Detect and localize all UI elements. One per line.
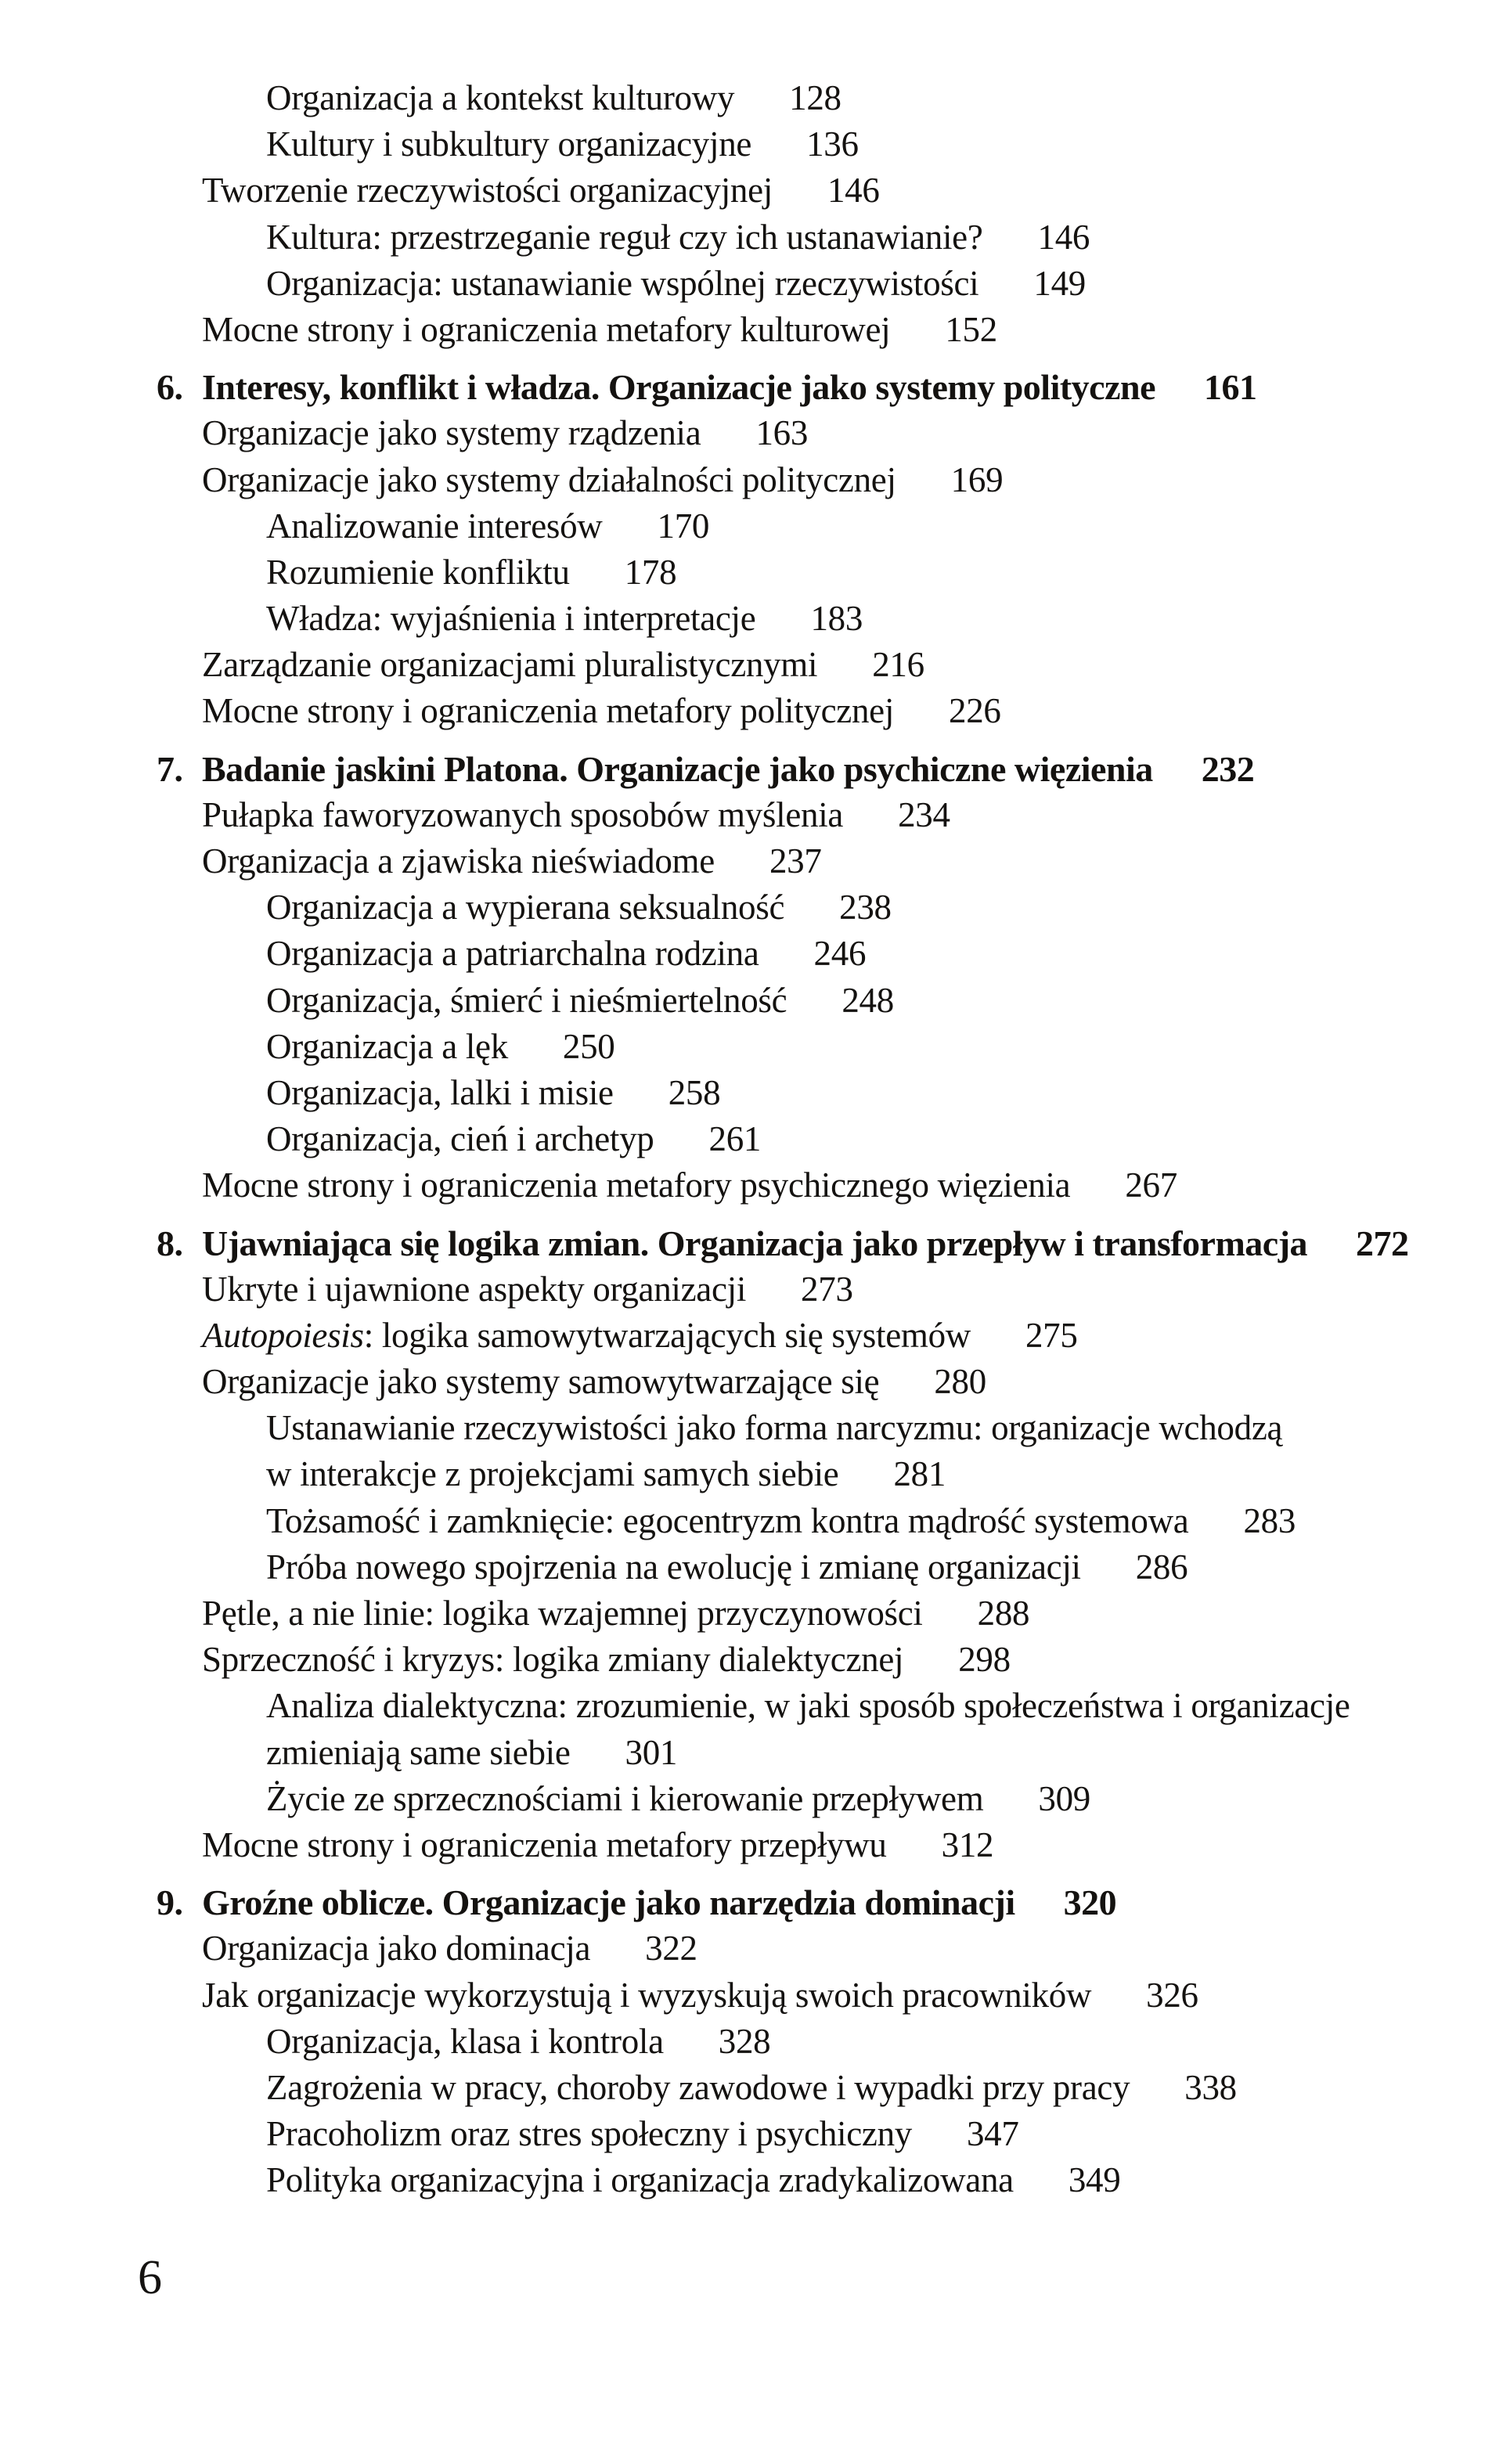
toc-item: [0, 792, 1510, 838]
toc-item-label: Jak organizacje wykorzystują i wyzyskują swoich pracowników: [202, 1975, 1092, 2015]
toc-item-label: Mocne strony i ograniczenia metafory psychicznego więzienia: [202, 1165, 1071, 1205]
table-of-contents: [0, 75, 1510, 2203]
toc-item-label: : logika samowytwarzających się systemów: [363, 1315, 971, 1355]
toc-item-label: Organizacja, klasa i kontrola: [266, 2021, 664, 2061]
toc-item: [0, 1683, 1510, 1729]
toc-item: [0, 1024, 1510, 1070]
toc-item-label: Zagrożenia w pracy, choroby zawodowe i wypadki przy pracy: [266, 2067, 1130, 2107]
toc-item: [0, 2019, 1510, 2065]
toc-item-label: Rozumienie konfliktu: [266, 552, 570, 592]
toc-item: [0, 457, 1510, 503]
toc-item-label: Mocne strony i ograniczenia metafory kulturowej: [202, 309, 891, 349]
toc-item: [0, 2065, 1510, 2111]
toc-item-label: Sprzeczność i kryzys: logika zmiany dialektycznej: [202, 1640, 904, 1680]
toc-item-label: Władza: wyjaśnienia i interpretacje: [266, 599, 756, 639]
toc-page-number: 261: [708, 1119, 762, 1159]
toc-item: [0, 978, 1510, 1024]
toc-page-number: 152: [945, 309, 997, 349]
toc-item-label: w interakcje z projekcjami samych siebie: [266, 1454, 839, 1494]
toc-page-number: 298: [958, 1640, 1011, 1680]
toc-item: [0, 1822, 1510, 1868]
toc-page-number: 328: [718, 2021, 771, 2061]
toc-page-number: 161: [1204, 367, 1257, 408]
toc-page-number: 246: [813, 934, 867, 974]
section-title: Interesy, konflikt i władza. Organizacje jako systemy polityczne: [202, 367, 1155, 408]
toc-item-label: Analizowanie interesów: [266, 506, 603, 546]
toc-item: [0, 1070, 1510, 1116]
toc-item-label: zmieniają same siebie: [266, 1732, 571, 1772]
toc-page-number: 338: [1184, 2067, 1237, 2107]
toc-item: [0, 1313, 1510, 1359]
toc-item: [0, 884, 1510, 931]
toc-item-label: Mocne strony i ograniczenia metafory politycznej: [202, 691, 895, 731]
toc-page-number: 149: [1033, 263, 1086, 303]
toc-page-number: 312: [941, 1825, 994, 1864]
toc-item-label: Tworzenie rzeczywistości organizacyjnej: [202, 171, 773, 211]
toc-page-number: 163: [755, 413, 809, 453]
toc-section-heading: [0, 364, 1510, 410]
section-number: 8.: [157, 1223, 183, 1263]
section-number: 9.: [157, 1882, 183, 1923]
toc-item-label: Organizacje jako systemy samowytwarzające się: [202, 1362, 880, 1402]
toc-item: [0, 1925, 1510, 1972]
toc-page-number: 322: [645, 1929, 697, 1969]
toc-item-label: Ustanawianie rzeczywistości jako forma narcyzmu: organizacje wchodzą: [266, 1408, 1283, 1448]
toc-item-label: Tożsamość i zamknięcie: egocentryzm kontra mądrość systemowa: [266, 1500, 1189, 1540]
toc-item: [0, 642, 1510, 688]
toc-page-number: 136: [806, 124, 859, 164]
toc-page-number: 281: [893, 1454, 946, 1494]
toc-item-label: Próba nowego spojrzenia na ewolucję i zmianę organizacji: [266, 1547, 1081, 1587]
toc-item: [0, 121, 1510, 168]
toc-item: [0, 75, 1510, 121]
toc-item-label: Organizacje jako systemy rządzenia: [202, 413, 701, 453]
toc-item-label: Organizacja a kontekst kulturowy: [266, 78, 735, 117]
toc-page-number: 146: [827, 171, 880, 211]
toc-page-number: 320: [1063, 1882, 1117, 1923]
toc-item: [0, 410, 1510, 456]
toc-item-label: Organizacja jako dominacja: [202, 1929, 591, 1969]
toc-item-label: Organizacja: ustanawianie wspólnej rzeczywistości: [266, 263, 979, 303]
toc-item: [0, 838, 1510, 884]
toc-item-label: Pułapka faworyzowanych sposobów myślenia: [202, 794, 844, 834]
toc-item: [0, 931, 1510, 977]
section-title: Ujawniająca się logika zmian. Organizacja jako przepływ i transformacja: [202, 1223, 1308, 1263]
toc-section-heading: [0, 746, 1510, 792]
toc-item: [0, 261, 1510, 307]
toc-item-italic-lead: Autopoiesis: [202, 1315, 364, 1355]
section-title: Groźne oblicze. Organizacje jako narzędzia dominacji: [202, 1882, 1015, 1923]
toc-item-label: Kultury i subkultury organizacyjne: [266, 124, 752, 164]
toc-page-number: 170: [657, 506, 710, 546]
toc-item: [0, 688, 1510, 734]
section-number: 6.: [157, 367, 183, 408]
toc-page-number: 326: [1146, 1975, 1198, 2015]
toc-page-number: 183: [810, 599, 863, 639]
toc-page-number: 238: [839, 888, 892, 928]
toc-section-heading: [0, 1879, 1510, 1925]
toc-item-continuation: [0, 1730, 1510, 1776]
toc-item-continuation: [0, 1451, 1510, 1497]
toc-page-number: 237: [769, 841, 822, 881]
toc-item: [0, 1498, 1510, 1544]
toc-item-label: Organizacja a zjawiska nieświadome: [202, 841, 715, 881]
toc-item: [0, 1972, 1510, 2019]
toc-item: [0, 549, 1510, 596]
toc-item-label: Pętle, a nie linie: logika wzajemnej przyczynowości: [202, 1594, 923, 1633]
toc-page-number: 232: [1201, 748, 1255, 789]
toc-page-number: 275: [1025, 1315, 1078, 1355]
toc-page-number: 272: [1356, 1223, 1409, 1263]
toc-item-label: Polityka organizacyjna i organizacja zradykalizowana: [266, 2160, 1014, 2200]
toc-page-number: 267: [1125, 1165, 1177, 1205]
toc-section-heading: [0, 1220, 1510, 1266]
toc-item-label: Organizacja a patriarchalna rodzina: [266, 934, 759, 974]
toc-item: [0, 2157, 1510, 2203]
toc-item: [0, 503, 1510, 549]
toc-item: [0, 1590, 1510, 1637]
toc-item-label: Mocne strony i ograniczenia metafory przepływu: [202, 1825, 887, 1864]
toc-page-number: 288: [977, 1594, 1030, 1633]
toc-page-number: 216: [872, 645, 924, 685]
toc-item-label: Organizacja, cień i archetyp: [266, 1119, 654, 1159]
toc-item: [0, 1359, 1510, 1405]
toc-page-number: 146: [1037, 217, 1090, 257]
toc-item: [0, 1637, 1510, 1683]
toc-page-number: 226: [949, 691, 1001, 731]
toc-item: [0, 1544, 1510, 1590]
toc-page-number: 273: [801, 1269, 853, 1309]
toc-item-label: Życie ze sprzecznościami i kierowanie przepływem: [266, 1778, 984, 1818]
toc-page-number: 250: [562, 1026, 615, 1066]
toc-page-number: 248: [841, 980, 894, 1020]
toc-page-number: 309: [1038, 1778, 1091, 1818]
toc-page-number: 301: [625, 1732, 678, 1772]
toc-item-label: Analiza dialektyczna: zrozumienie, w jaki sposób społeczeństwa i organizacje: [266, 1686, 1350, 1726]
toc-page-number: 286: [1135, 1547, 1188, 1587]
toc-page-number: 258: [668, 1072, 721, 1112]
toc-page-number: 128: [789, 78, 841, 117]
toc-page-number: 234: [898, 794, 950, 834]
toc-item: [0, 1162, 1510, 1209]
toc-item: [0, 1776, 1510, 1822]
toc-item: [0, 168, 1510, 214]
toc-item: [0, 214, 1510, 261]
toc-item-label: Organizacja, lalki i misie: [266, 1072, 614, 1112]
toc-page-number: 280: [934, 1362, 986, 1402]
toc-item-label: Organizacja a wypierana seksualność: [266, 888, 785, 928]
toc-item: [0, 1116, 1510, 1162]
toc-item-label: Kultura: przestrzeganie reguł czy ich ustanawianie?: [266, 217, 983, 257]
toc-page-number: 169: [950, 459, 1004, 499]
page-folio: 6: [138, 2251, 162, 2304]
toc-item-label: Organizacje jako systemy działalności politycznej: [202, 459, 896, 499]
toc-item-label: Ukryte i ujawnione aspekty organizacji: [202, 1269, 747, 1309]
section-number: 7.: [157, 748, 183, 789]
toc-item: [0, 307, 1510, 353]
toc-item-label: Pracoholizm oraz stres społeczny i psychiczny: [266, 2114, 912, 2154]
toc-item-label: Organizacja, śmierć i nieśmiertelność: [266, 980, 787, 1020]
toc-page-number: 178: [624, 552, 677, 592]
toc-item-label: Zarządzanie organizacjami pluralistycznymi: [202, 645, 818, 685]
toc-item: [0, 1266, 1510, 1313]
toc-item: [0, 2111, 1510, 2157]
toc-page-number: 283: [1243, 1500, 1296, 1540]
toc-page-number: 347: [966, 2114, 1019, 2154]
toc-item: [0, 1405, 1510, 1451]
toc-page-number: 349: [1068, 2160, 1121, 2200]
toc-item: [0, 596, 1510, 642]
toc-item-label: Organizacja a lęk: [266, 1026, 508, 1066]
section-title: Badanie jaskini Platona. Organizacje jako psychiczne więzienia: [202, 748, 1153, 789]
